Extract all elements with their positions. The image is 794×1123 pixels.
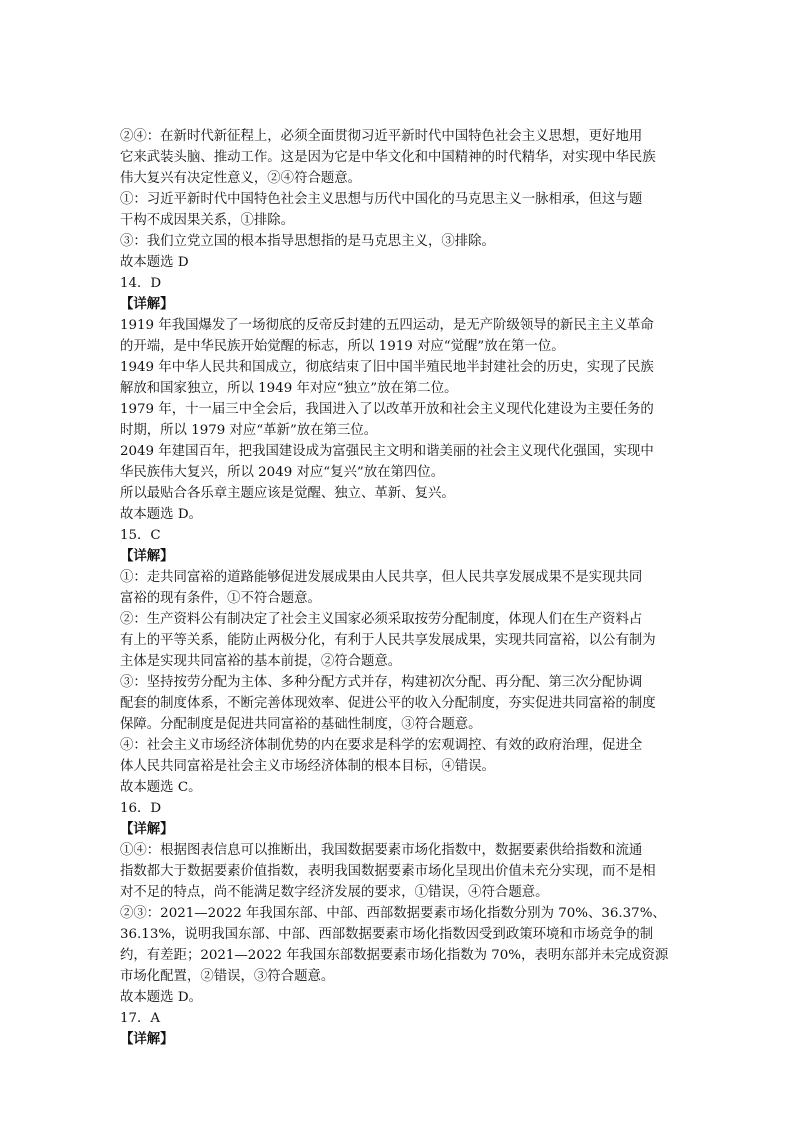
text-line: 1949 年中华人民共和国成立，彻底结束了旧中国半殖民地半封建社会的历史，实现了民族	[120, 360, 654, 375]
text-line: 体人民共同富裕是社会主义市场经济体制的根本目标，④错误。	[120, 759, 495, 774]
section-heading: 【详解】	[120, 296, 174, 312]
text-line: 市场化配置，②错误，③符合题意。	[120, 969, 335, 984]
section-heading: 【详解】	[120, 1031, 174, 1047]
text-line: 干构不成因果关系，①排除。	[120, 213, 295, 228]
text-line: 2049 年建国百年，把我国建设成为富强民主文明和谐美丽的社会主义现代化强国，实现中	[120, 444, 654, 459]
text-line: 保障。分配制度是促进共同富裕的基础性制度，③符合题意。	[120, 717, 482, 732]
text-line: ①：走共同富裕的道路能够促进发展成果由人民共享，但人民共享发展成果不是实现共同	[120, 570, 643, 585]
text-line: 主体是实现共同富裕的基本前提，②符合题意。	[120, 654, 402, 669]
text-line: 故本题选 D。	[120, 990, 202, 1005]
text-line: 故本题选 D	[120, 255, 189, 270]
text-line: 14．D	[120, 276, 162, 291]
text-line: 有上的平等关系，能防止两极分化，有利于人民共享发展成果，实现共同富裕，以公有制为	[120, 633, 656, 648]
section-heading: 【详解】	[120, 821, 174, 837]
text-line: ①④：根据图表信息可以推断出，我国数据要素市场化指数中，数据要素供给指数和流通	[120, 843, 643, 858]
text-line: 36.13%，说明我国东部、中部、西部数据要素市场化指数因受到政策环境和市场竞争的制	[120, 927, 654, 942]
text-line: 故本题选 C。	[120, 780, 202, 795]
text-line: ④：社会主义市场经济体制优势的内在要求是科学的宏观调控、有效的政府治理，促进全	[120, 738, 643, 753]
text-line: 指数都大于数据要素价值指数，表明我国数据要素市场化呈现出价值未充分实现，而不是相	[120, 864, 656, 879]
text-line: 1919 年我国爆发了一场彻底的反帝反封建的五四运动，是无产阶级领导的新民主主义革命	[120, 318, 654, 333]
text-line: 华民族伟大复兴，所以 2049 对应“复兴”放在第四位。	[120, 465, 445, 480]
text-line: ②③：2021—2022 年我国东部、中部、西部数据要素市场化指数分别为 70%、36.37%、	[120, 906, 666, 921]
text-line: 16．D	[120, 801, 162, 816]
text-line: 对不足的特点，尚不能满足数字经济发展的要求，①错误，④符合题意。	[120, 885, 549, 900]
text-line: 约，有差距；2021—2022 年我国东部数据要素市场化指数为 70%，表明东部并未完成资源	[120, 948, 669, 963]
text-line: 15．C	[120, 528, 161, 543]
text-line: 它来武装头脑、推动工作。这是因为它是中华文化和中国精神的时代精华，对实现中华民族	[120, 150, 656, 165]
text-line: 富裕的现有条件，①不符合题意。	[120, 591, 321, 606]
text-line: 1979 年，十一届三中全会后，我国进入了以改革开放和社会主义现代化建设为主要任务的	[120, 402, 654, 417]
text-line: ③：坚持按劳分配为主体、多种分配方式并存，构建初次分配、再分配、第三次分配协调	[120, 675, 643, 690]
text-line: 故本题选 D。	[120, 507, 202, 522]
text-line: 的开端，是中华民族开始觉醒的标志，所以 1919 对应“觉醒”放在第一位。	[120, 339, 565, 354]
text-line: 配套的制度体系，不断完善体现效率、促进公平的收入分配制度，夯实促进共同富裕的制度	[120, 696, 656, 711]
text-line: 时期，所以 1979 对应“革新”放在第三位。	[120, 423, 378, 438]
text-line: ②④：在新时代新征程上，必须全面贯彻习近平新时代中国特色社会主义思想，更好地用	[120, 129, 643, 144]
text-line: 17．A	[120, 1011, 161, 1026]
text-line: ②：生产资料公有制决定了社会主义国家必须采取按劳分配制度，体现人们在生产资料占	[120, 612, 643, 627]
text-line: 所以最贴合各乐章主题应该是觉醒、独立、革新、复兴。	[120, 486, 455, 501]
text-line: ③：我们立党立国的根本指导思想指的是马克思主义，③排除。	[120, 234, 495, 249]
text-line: 解放和国家独立，所以 1949 年对应“独立”放在第二位。	[120, 381, 458, 396]
text-line: ①：习近平新时代中国特色社会主义思想与历代中国化的马克思主义一脉相承，但这与题	[120, 192, 643, 207]
section-heading: 【详解】	[120, 548, 174, 564]
text-line: 伟大复兴有决定性意义，②④符合题意。	[120, 171, 362, 186]
document-page	[120, 126, 680, 1050]
